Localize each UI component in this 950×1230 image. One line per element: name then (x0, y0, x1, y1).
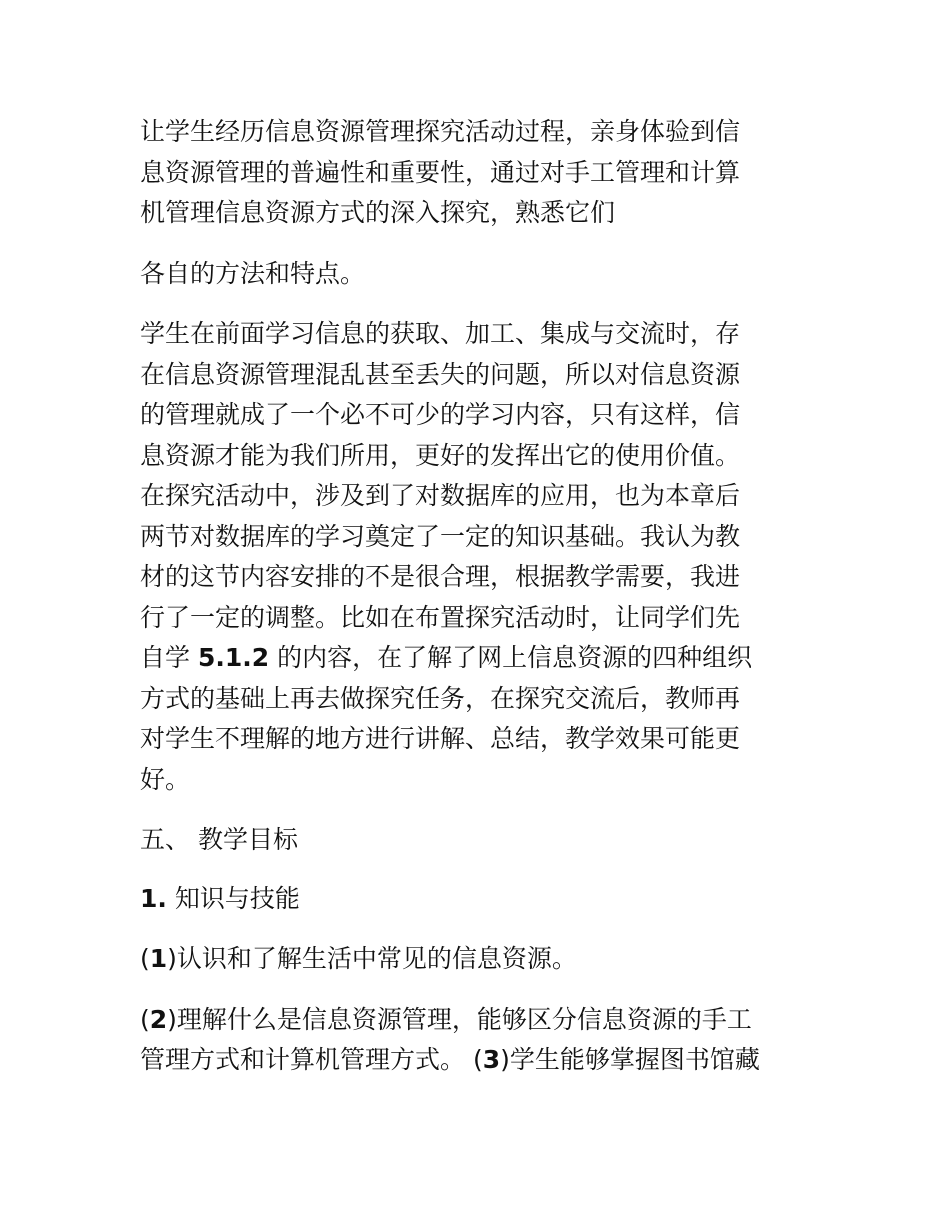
text-line: 机管理信息资源方式的深入探究，熟悉它们 (140, 198, 616, 227)
subsection-title: 知识与技能 (166, 883, 300, 913)
text-line (140, 939, 820, 980)
paren-open: ( (140, 1004, 150, 1034)
section-heading (140, 820, 820, 861)
text-line: 的管理就成了一个必不可少的学习内容，只有这样，信 (140, 400, 741, 429)
paren-open: ( (140, 944, 150, 973)
heading-line (140, 879, 820, 920)
item-text: 管理方式和计算机管理方式。 ( (140, 1045, 483, 1074)
objective-item-1 (140, 939, 820, 980)
objective-item-2 (140, 1000, 820, 1081)
subsection-heading (140, 879, 820, 920)
document-page (140, 112, 820, 1081)
paragraph-intro (140, 112, 820, 234)
text-line: 对学生不理解的地方进行讲解、总结，教学效果可能更 (140, 724, 741, 753)
item-text: )理解什么是信息资源管理，能够区分信息资源的手工 (167, 1004, 752, 1034)
item-number: 1 (149, 944, 168, 973)
text-line: 息资源管理的普遍性和重要性，通过对手工管理和计算 (140, 157, 741, 187)
text-line (140, 1040, 820, 1081)
subsection-number: 1. (140, 883, 167, 913)
text-line: 在信息资源管理混乱甚至丢失的问题，所以对信息资源 (140, 359, 741, 389)
text-line: 行了一定的调整。比如在布置探究活动时，让同学们先 (140, 602, 741, 632)
text-line: 两节对数据库的学习奠定了一定的知识基础。我认为教 (140, 521, 741, 551)
text-line (140, 638, 820, 679)
item-text: )认识和了解生活中常见的信息资源。 (167, 944, 577, 973)
heading-text: 五、 教学目标 (140, 825, 298, 854)
text-line: 各自的方法和特点。 (140, 258, 366, 288)
text-segment: 自学 (140, 643, 198, 672)
text-line: 在探究活动中，涉及到了对数据库的应用，也为本章后 (140, 481, 741, 510)
text-line: 学生在前面学习信息的获取、加工、集成与交流时，存 (140, 319, 741, 348)
text-line: 材的这节内容安排的不是很合理，根据教学需要，我进 (140, 562, 741, 591)
item-number: 2 (149, 1004, 168, 1034)
text-line (140, 1000, 820, 1041)
text-line: 好。 (140, 764, 191, 794)
text-segment: 的内容，在了解了网上信息资源的四种组织 (269, 643, 753, 672)
paragraph-analysis (140, 314, 820, 800)
text-line: 让学生经历信息资源管理探究活动过程，亲身体验到信 (140, 117, 741, 146)
text-line: 息资源才能为我们所用，更好的发挥出它的使用价值。 (140, 440, 741, 470)
text-line: 方式的基础上再去做探究任务，在探究交流后，教师再 (140, 683, 741, 713)
item-number: 3 (482, 1045, 501, 1074)
paragraph-methods (140, 254, 820, 295)
item-text: )学生能够掌握图书馆藏 (500, 1045, 760, 1074)
section-number: 5.1.2 (197, 643, 270, 672)
